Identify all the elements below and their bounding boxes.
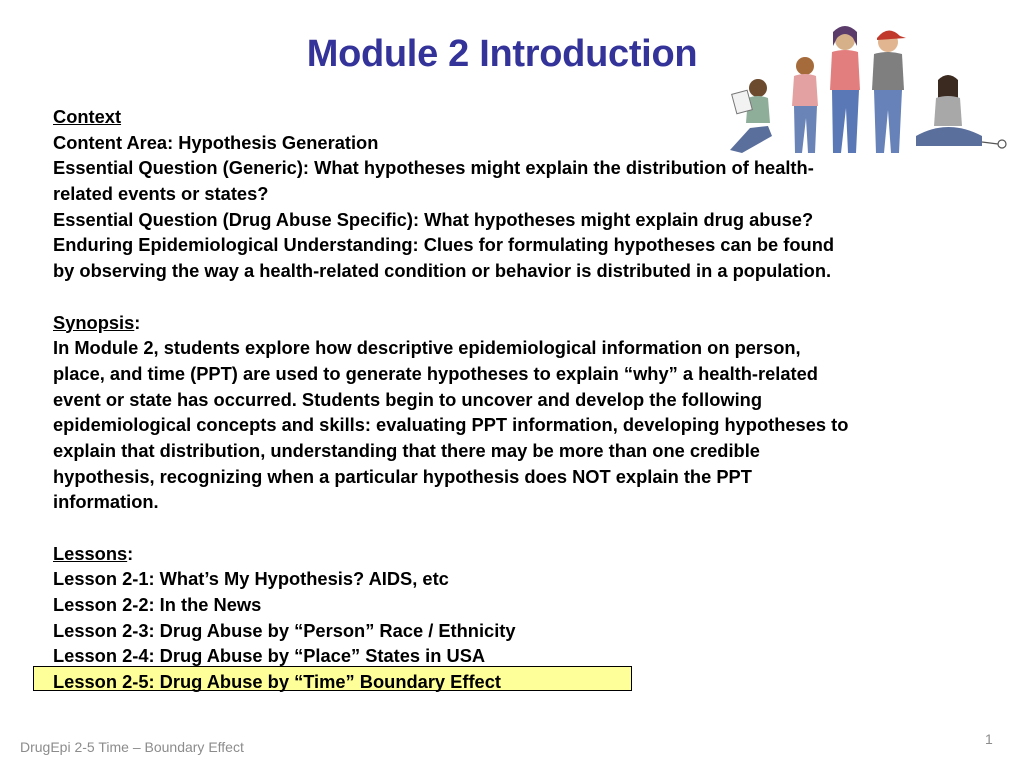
- essential-question-generic-line2: related events or states?: [53, 183, 269, 205]
- lessons-heading-row: [53, 541, 998, 567]
- synopsis-line: epidemiological concepts and skills: evaluating PPT information, developing hypotheses to: [53, 414, 849, 436]
- synopsis-line: event or state has occurred. Students begin to uncover and develop the following: [53, 388, 763, 410]
- page-number: 1: [985, 731, 993, 747]
- synopsis-line: explain that distribution, understanding that there may be more than one credible: [53, 439, 760, 461]
- synopsis-heading-row: [53, 310, 998, 336]
- slide-footer: DrugEpi 2-5 Time – Boundary Effect: [20, 739, 244, 755]
- lessons-heading: Lessons: [53, 542, 128, 564]
- enduring-understanding-line2: by observing the way a health-related condition or behavior is distributed in a population.: [53, 260, 832, 282]
- enduring-understanding-line1: Enduring Epidemiological Understanding: Clues for formulating hypotheses can be found: [53, 234, 835, 256]
- synopsis-line: In Module 2, students explore how descriptive epidemiological information on person,: [53, 337, 801, 359]
- lessons-colon: :: [127, 542, 134, 564]
- synopsis-heading: Synopsis: [53, 311, 135, 333]
- synopsis-line: hypothesis, recognizing when a particular hypothesis does NOT explain the PPT: [53, 465, 752, 487]
- lesson-item: Lesson 2-3: Drug Abuse by “Person” Race / Ethnicity: [53, 619, 516, 641]
- lesson-item-current: Lesson 2-5: Drug Abuse by “Time” Boundary Effect: [53, 671, 501, 693]
- synopsis-colon: :: [134, 311, 141, 333]
- essential-question-generic-line1: Essential Question (Generic): What hypotheses might explain the distribution of health-: [53, 157, 814, 179]
- essential-question-specific: Essential Question (Drug Abuse Specific): What hypotheses might explain drug abuse?: [53, 208, 814, 230]
- lesson-item: Lesson 2-4: Drug Abuse by “Place” States in USA: [53, 645, 486, 667]
- lesson-item: Lesson 2-1: What’s My Hypothesis? AIDS, etc: [53, 568, 449, 590]
- synopsis-line: place, and time (PPT) are used to generate hypotheses to explain “why” a health-related: [53, 362, 818, 384]
- slide-body: [53, 104, 998, 695]
- content-area: Content Area: Hypothesis Generation: [53, 131, 379, 153]
- lesson-item: Lesson 2-2: In the News: [53, 594, 262, 616]
- synopsis-line: information.: [53, 491, 159, 513]
- context-heading: Context: [53, 106, 122, 127]
- page-title: Module 2 Introduction: [306, 33, 698, 75]
